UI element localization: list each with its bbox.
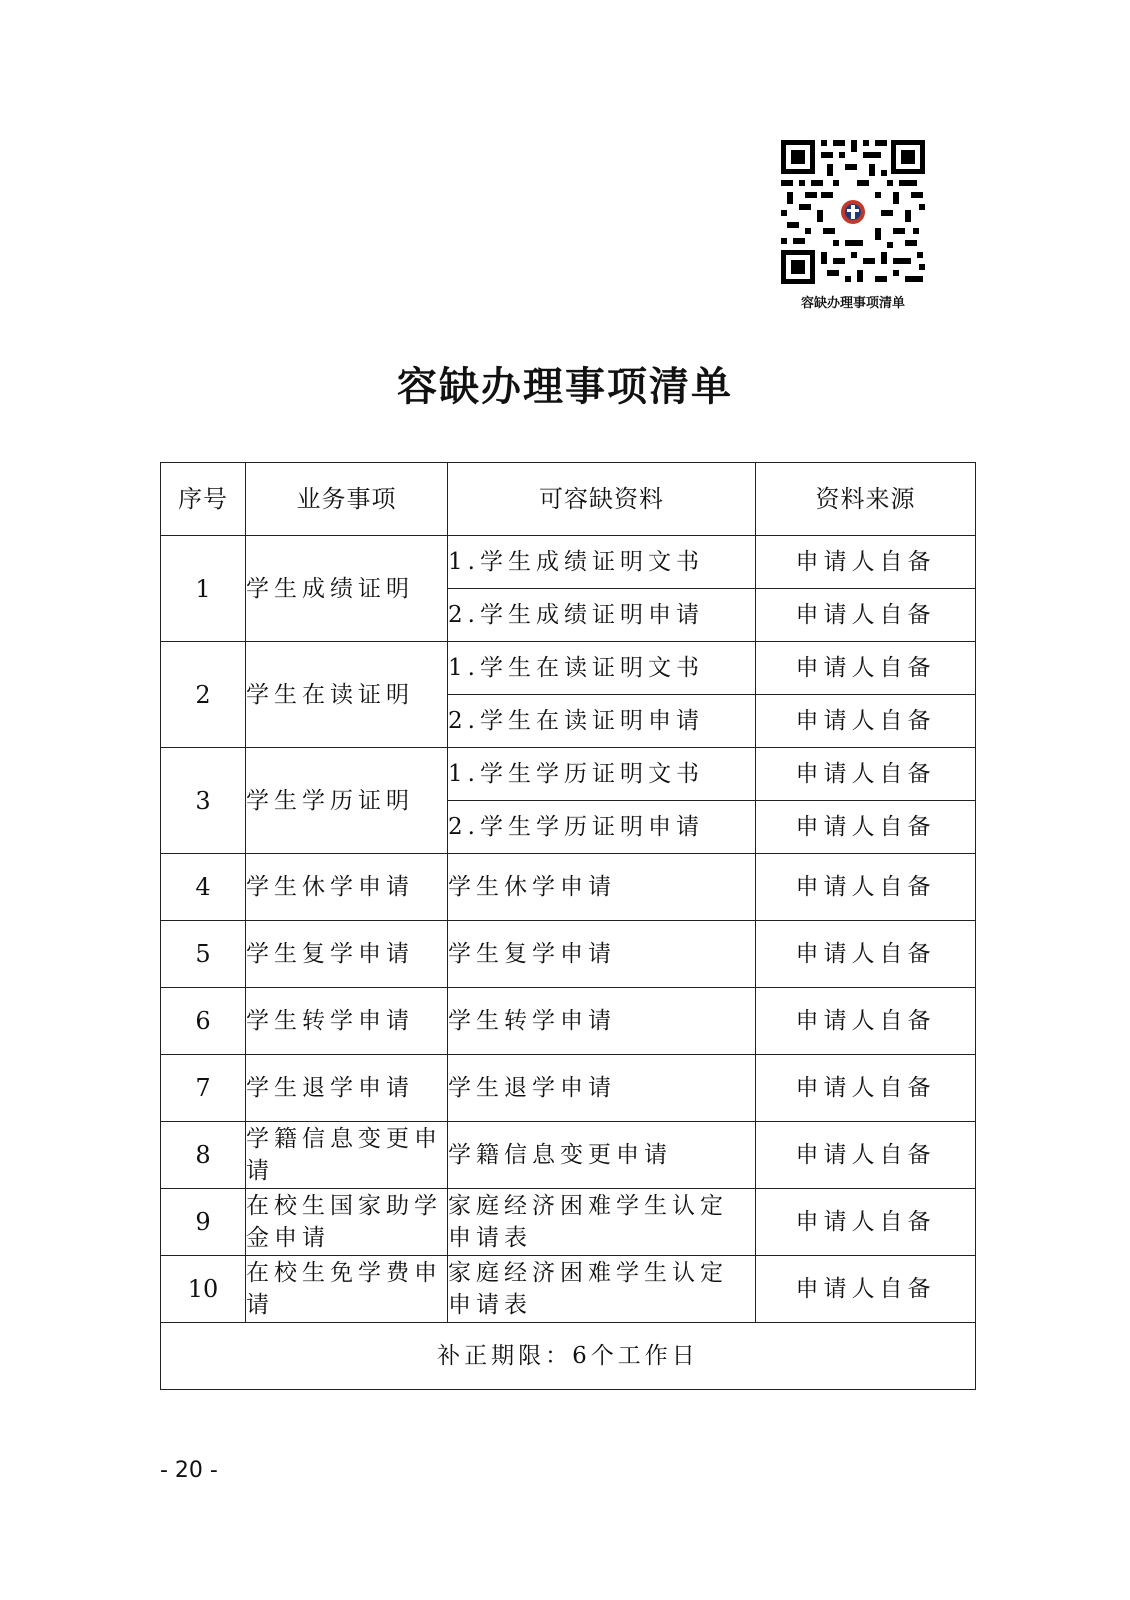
row-number: 7 — [161, 1055, 246, 1122]
table-row — [161, 1055, 976, 1122]
material-source: 申请人自备 — [756, 854, 976, 921]
material-source: 申请人自备 — [756, 1055, 976, 1122]
business-item: 学生转学申请 — [246, 988, 448, 1055]
row-number: 10 — [161, 1256, 246, 1323]
material-source: 申请人自备 — [756, 988, 976, 1055]
table-row — [161, 748, 976, 801]
material-name: 2.学生学历证明申请 — [448, 801, 756, 854]
material-source: 申请人自备 — [756, 642, 976, 695]
material-name: 学生复学申请 — [448, 921, 756, 988]
business-item: 学生在读证明 — [246, 642, 448, 748]
material-name: 1.学生学历证明文书 — [448, 748, 756, 801]
qr-code-icon — [779, 138, 927, 286]
material-name: 家庭经济困难学生认定申请表 — [448, 1189, 756, 1256]
page-number: - 20 - — [160, 1458, 218, 1483]
material-name: 家庭经济困难学生认定申请表 — [448, 1256, 756, 1323]
header-item: 业务事项 — [246, 463, 448, 536]
business-item: 学生复学申请 — [246, 921, 448, 988]
material-name: 1.学生在读证明文书 — [448, 642, 756, 695]
material-source: 申请人自备 — [756, 695, 976, 748]
material-source: 申请人自备 — [756, 1189, 976, 1256]
row-number: 4 — [161, 854, 246, 921]
row-number: 5 — [161, 921, 246, 988]
material-name: 2.学生成绩证明申请 — [448, 589, 756, 642]
table-row — [161, 1122, 976, 1189]
document-title: 容缺办理事项清单 — [397, 363, 733, 410]
row-number: 1 — [161, 536, 246, 642]
business-item: 在校生免学费申请 — [246, 1256, 448, 1323]
business-item: 学籍信息变更申请 — [246, 1122, 448, 1189]
row-number: 6 — [161, 988, 246, 1055]
table-row — [161, 854, 976, 921]
business-item: 在校生国家助学金申请 — [246, 1189, 448, 1256]
business-item: 学生退学申请 — [246, 1055, 448, 1122]
table-header-row — [161, 463, 976, 536]
header-source: 资料来源 — [756, 463, 976, 536]
business-item: 学生成绩证明 — [246, 536, 448, 642]
material-name: 学籍信息变更申请 — [448, 1122, 756, 1189]
material-name: 学生休学申请 — [448, 854, 756, 921]
material-name: 学生转学申请 — [448, 988, 756, 1055]
material-source: 申请人自备 — [756, 921, 976, 988]
material-name: 学生退学申请 — [448, 1055, 756, 1122]
material-source: 申请人自备 — [756, 1256, 976, 1323]
row-number: 8 — [161, 1122, 246, 1189]
table-row — [161, 536, 976, 589]
table-body — [161, 536, 976, 1390]
table-row — [161, 988, 976, 1055]
row-number: 2 — [161, 642, 246, 748]
header-no: 序号 — [161, 463, 246, 536]
business-item: 学生学历证明 — [246, 748, 448, 854]
header-materials: 可容缺资料 — [448, 463, 756, 536]
table-row — [161, 1256, 976, 1323]
business-item: 学生休学申请 — [246, 854, 448, 921]
table-row — [161, 921, 976, 988]
qr-caption: 容缺办理事项清单 — [800, 296, 905, 311]
qr-code-block — [778, 138, 928, 311]
table-row — [161, 1189, 976, 1256]
material-name: 2.学生在读证明申请 — [448, 695, 756, 748]
material-source: 申请人自备 — [756, 536, 976, 589]
matters-table — [160, 462, 976, 1390]
material-source: 申请人自备 — [756, 589, 976, 642]
material-source: 申请人自备 — [756, 801, 976, 854]
row-number: 3 — [161, 748, 246, 854]
material-source: 申请人自备 — [756, 748, 976, 801]
table-footer-row — [161, 1323, 976, 1390]
table-row — [161, 642, 976, 695]
material-name: 1.学生成绩证明文书 — [448, 536, 756, 589]
row-number: 9 — [161, 1189, 246, 1256]
material-source: 申请人自备 — [756, 1122, 976, 1189]
correction-deadline: 补正期限：6个工作日 — [161, 1323, 976, 1390]
